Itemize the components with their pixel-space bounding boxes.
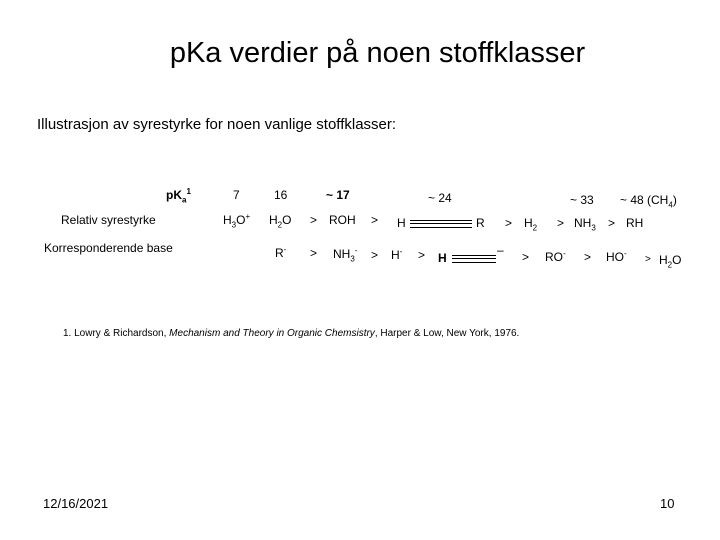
acid-alkyne-r: R — [476, 216, 485, 230]
base-ho: HO- — [606, 249, 627, 264]
base-gt-6: > — [645, 254, 651, 265]
pka-value-alkane: ~ 48 $(CH_4)$ — [620, 193, 677, 210]
acid-nh3: $NH_3$ — [574, 216, 596, 233]
base-gt-2: > — [371, 248, 379, 262]
acid-gt-1: > — [310, 213, 318, 227]
acid-gt-4: > — [557, 216, 565, 230]
reference-note: 1. Lowry & Richardson, Mechanism and Theory in Organic Chemsistry, Harper & Low, New York, 1976. — [63, 328, 520, 339]
acid-roh: ROH — [329, 213, 356, 227]
slide-date: 12/16/2021 — [43, 496, 109, 511]
base-acetylide-h: H — [438, 251, 447, 265]
base-gt-1: > — [310, 246, 318, 260]
acid-h2: $H_2$ — [524, 216, 538, 233]
acid-rh: RH — [626, 216, 644, 230]
acid-gt-2: > — [371, 213, 379, 227]
pka-value-h3o: 7 — [233, 188, 240, 202]
triple-bond-acid — [410, 220, 472, 228]
pka-label: $pK_a^1$ — [166, 187, 191, 205]
base-hydride: H- — [391, 247, 403, 262]
base-nh2: $NH_3^-$ — [333, 246, 358, 264]
acid-row-label: Relativ syrestyrke — [61, 213, 156, 227]
slide-number: 10 — [660, 496, 675, 511]
slide-title: pKa verdier på noen stoffklasser — [169, 37, 586, 69]
base-r: R- — [275, 245, 287, 260]
slide-subtitle: Illustrasjon av syrestyrke for noen vanlige stoffklasser: — [37, 116, 397, 133]
base-gt-4: > — [522, 250, 530, 264]
base-gt-3: > — [418, 248, 426, 262]
acid-gt-3: > — [505, 216, 513, 230]
pka-value-roh: ~ 17 — [326, 188, 350, 202]
pka-value-alkyne: ~ 24 — [428, 191, 452, 205]
pka-value-h2o: 16 — [274, 188, 288, 202]
acid-alkyne-h: H — [397, 216, 406, 230]
base-row-label: Korresponderende base — [44, 241, 173, 255]
acid-gt-5: > — [608, 216, 616, 230]
acid-h3o: $H_3O^+$ — [223, 212, 251, 230]
base-ro: RO- — [545, 249, 566, 264]
pka-value-nh3: ~ 33 — [570, 193, 594, 207]
acid-h2o: $H_2O$ — [269, 213, 292, 230]
base-gt-5: > — [584, 250, 592, 264]
base-h2o: $H_2O$ — [659, 253, 682, 270]
triple-bond-base — [452, 255, 496, 263]
base-acetylide-charge: – — [497, 243, 504, 257]
